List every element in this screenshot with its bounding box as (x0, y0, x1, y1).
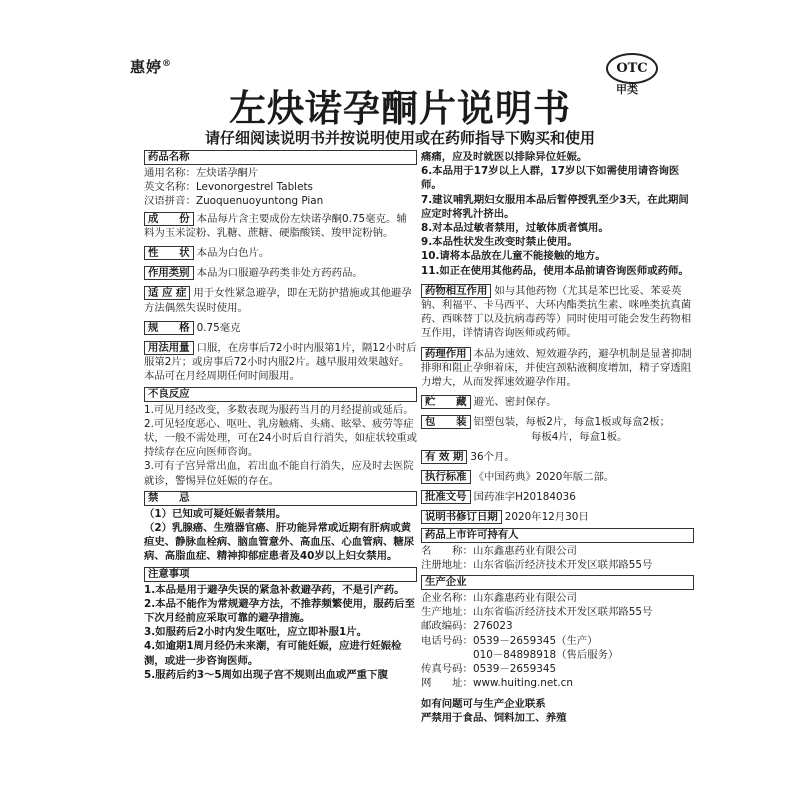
interactions-text: 如与其他药物（尤其是苯巴比妥、苯妥英钠、利福平、卡马西平、大环内酯类抗生素、咪唑类抗真菌药、西咪替丁以及抗病毒药等）同时使用可能会发生药物相互作用，详情请咨询医师或药师。 (421, 284, 692, 340)
ingredients-label: 成 份 (144, 212, 194, 226)
precaution-item: 痛痛，应及时就医以排除异位妊娠。 (421, 151, 588, 163)
properties-text: 本品为白色片。 (196, 247, 270, 260)
precautions-section (144, 567, 417, 682)
package-section (421, 415, 694, 443)
standard-text: 《中国药典》2020年版二部。 (473, 471, 615, 484)
package-line-2: 每板4片，每盒1板。 (531, 430, 628, 443)
manufacturer-phone-2: 010－84898918（售后服务） (473, 648, 619, 661)
page-subtitle: 请仔细阅读说明书并按说明使用或在药师指导下购买和使用 (204, 129, 595, 147)
precaution-item: 2.本品不能作为常规避孕方法，不推荐频繁使用，服药后至下次月经前应采取可靠的避孕措施。 (144, 597, 415, 625)
adverse-item: 2.可见轻度恶心、呕吐、乳房触痛、头痛、眩晕、疲劳等症状，一般不需处理，可在24小时后自行消失，如症状较重或持续存在应向医师咨询。 (144, 417, 417, 459)
adverse-heading: 不良反应 (144, 387, 417, 402)
manufacturer-section (421, 575, 694, 690)
precaution-item: 11.如正在使用其他药品，使用本品前请咨询医师或药师。 (421, 264, 689, 277)
approval-label: 批准文号 (421, 490, 471, 504)
properties-label: 性 状 (144, 246, 194, 260)
page-title: 左炔诺孕酮片说明书 (229, 87, 571, 130)
manufacturer-name: 企业名称：山东鑫惠药业有限公司 (421, 592, 577, 605)
otc-badge: OTC (606, 53, 658, 84)
holder-heading: 药品上市许可持有人 (421, 528, 694, 543)
revision-text: 2020年12月30日 (504, 511, 589, 524)
precaution-item: 7.建议哺乳期妇女服用本品后暂停授乳至少3天，在此期间应定时将乳汁挤出。 (421, 193, 689, 220)
specification-section (144, 321, 417, 335)
package-label: 包 装 (421, 415, 471, 429)
footer-contact: 如有问题可与生产企业联系 (421, 697, 546, 710)
precaution-item: 3.如服药后2小时内发生呕吐，应立即补服1片。 (144, 626, 368, 639)
holder-section (421, 528, 694, 572)
precaution-item: 8.对本品过敏者禁用，过敏体质者慎用。 (421, 222, 609, 235)
precaution-item: 9.本品性状发生改变时禁止使用。 (421, 236, 578, 249)
ingredients-text: 本品每片含主要成份左炔诺孕酮0.75毫克。辅料为玉米淀粉、乳糖、蔗糖、硬脂酸镁、羧甲淀粉钠。 (144, 212, 407, 239)
adverse-section (144, 387, 417, 488)
interactions-section (421, 284, 694, 341)
storage-text: 避光、密封保存。 (473, 396, 557, 409)
dosage-section (144, 341, 417, 384)
otc-class-label: 甲类 (616, 83, 638, 96)
pharmacology-label: 药理作用 (421, 347, 471, 361)
brand-logo: 惠婷® (130, 58, 173, 76)
validity-text: 36个月。 (470, 450, 515, 463)
pharmacology-text: 本品为速效、短效避孕药，避孕机制是显著抑制排卵和阻止孕卵着床，并使宫颈粘液稠度增加，精子穿透阻力增大，从而发挥速效避孕作用。 (421, 347, 692, 389)
indications-text: 用于女性紧急避孕，即在无防护措施或其他避孕方法偶然失误时使用。 (144, 287, 412, 314)
category-text: 本品为口服避孕药类非处方药药品。 (196, 267, 363, 280)
precautions-heading: 注意事项 (144, 567, 417, 582)
pinyin-name: 汉语拼音：Zuoquenuoyuntong Pian (144, 195, 324, 208)
holder-name: 名 称：山东鑫惠药业有限公司 (421, 544, 577, 557)
storage-section (421, 395, 694, 409)
category-section (144, 266, 417, 280)
manufacturer-postcode: 邮政编码：276023 (421, 620, 513, 633)
common-name: 通用名称：左炔诺孕酮片 (144, 167, 259, 179)
contraindications-heading: 禁 忌 (144, 491, 417, 506)
approval-text: 国药准字H20184036 (473, 491, 576, 504)
specification-text: 0.75毫克 (196, 321, 241, 334)
precaution-item: 6.本品用于17岁以上人群，17岁以下如需使用请咨询医师。 (421, 165, 680, 192)
indications-section (144, 286, 417, 314)
precautions-continued (421, 150, 694, 278)
contraindication-item: （1）已知或可疑妊娠者禁用。 (144, 507, 287, 520)
validity-label: 有 效 期 (421, 450, 467, 464)
properties-section (144, 246, 417, 260)
manufacturer-heading: 生产企业 (421, 575, 694, 590)
drug-name-heading: 药品名称 (144, 150, 417, 165)
drug-name-section (144, 150, 417, 209)
revision-section (421, 510, 694, 524)
storage-label: 贮 藏 (421, 395, 471, 409)
dosage-label: 用法用量 (144, 341, 194, 355)
holder-address: 注册地址：山东省临沂经济技术开发区联邦路55号 (421, 558, 653, 571)
ingredients-section (144, 212, 417, 240)
adverse-item: 3.可有子宫异常出血，若出血不能自行消失，应及时去医院就诊，警惕异位妊娠的存在。 (144, 460, 414, 487)
interactions-label: 药物相互作用 (421, 284, 491, 298)
indications-label: 适 应 症 (144, 286, 190, 300)
precaution-item: 10.请将本品放在儿童不能接触的地方。 (421, 250, 606, 263)
package-line-1: 铝塑包装，每板2片，每盒1板或每盒2板； (473, 416, 671, 429)
category-label: 作用类别 (144, 266, 194, 280)
precaution-item: 4.如逾期1周月经仍未来潮，有可能妊娠，应进行妊娠检测，或进一步咨询医师。 (144, 640, 402, 667)
contraindication-item: （2）乳腺癌、生殖器官癌、肝功能异常或近期有肝病或黄疸史、静脉血栓病、脑血管意外、高血压、心血管病、糖尿病、高脂血症、精神抑郁症患者及40岁以上妇女禁用。 (144, 522, 415, 563)
validity-section (421, 450, 694, 464)
manufacturer-fax: 传真号码：0539－2659345 (421, 663, 557, 676)
precaution-item: 1.本品是用于避孕失误的紧急补救避孕药，不是引产药。 (144, 583, 405, 596)
english-name: 英文名称：Levonorgestrel Tablets (144, 181, 313, 194)
manufacturer-website: 网 址：www.huiting.net.cn (421, 677, 573, 690)
left-column (144, 150, 417, 682)
revision-label: 说明书修订日期 (421, 510, 502, 524)
manufacturer-phone-1: 电话号码：0539－2659345（生产） (421, 634, 598, 647)
adverse-item: 1.可见月经改变，多数表现为服药当月的月经提前或延后。 (144, 403, 414, 416)
standard-label: 执行标准 (421, 470, 471, 484)
footer-warning: 严禁用于食品、饲料加工、养殖 (421, 711, 567, 724)
standard-section (421, 470, 694, 484)
footer-section (421, 697, 694, 725)
dosage-text: 口服，在房事后72小时内服第1片，隔12小时后服第2片；或房事后72小时内服2片。越早服用效果越好。本品可在月经周期任何时间服用。 (144, 342, 417, 383)
contraindications-section (144, 491, 417, 564)
specification-label: 规 格 (144, 321, 194, 335)
pharmacology-section (421, 347, 694, 390)
right-column (421, 150, 694, 725)
approval-section (421, 490, 694, 504)
manufacturer-address: 生产地址：山东省临沂经济技术开发区联邦路55号 (421, 606, 653, 619)
precaution-item: 5.服药后约3～5周如出现子宫不规则出血或严重下腹 (144, 668, 388, 681)
